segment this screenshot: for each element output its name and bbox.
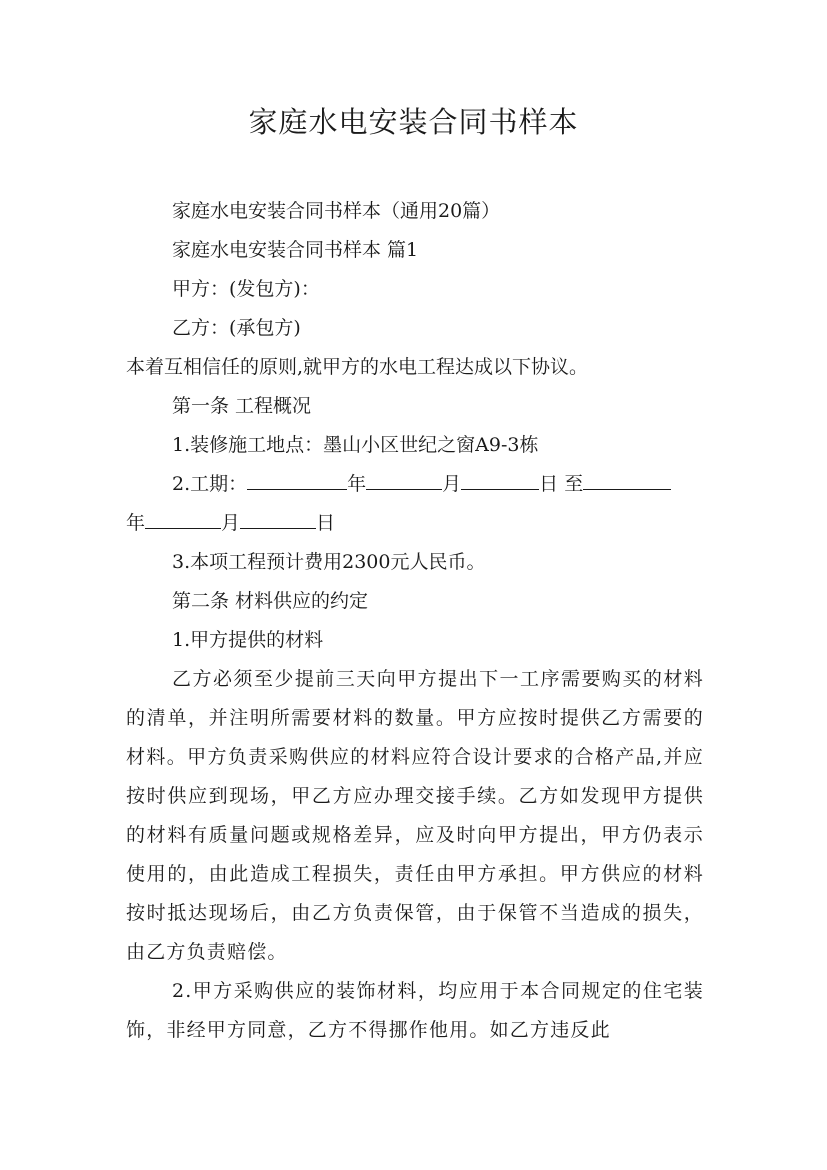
day-to-label: 日 至 — [539, 473, 584, 495]
period-line-2 — [126, 504, 704, 543]
party-b-line: 乙方：(承包方) — [172, 317, 301, 339]
year-label: 年 — [347, 473, 367, 495]
end-month-blank — [145, 506, 221, 529]
end-day-label: 日 — [316, 512, 336, 534]
paragraph: 2.甲方采购供应的装饰材料，均应用于本合同规定的住宅装饰，非经甲方同意，乙方不得挪作他用。如乙方违反此 — [126, 980, 704, 1041]
month-label: 月 — [442, 473, 462, 495]
end-month-label: 月 — [221, 512, 241, 534]
party-a-line: 甲方：(发包方)： — [172, 278, 320, 300]
document-title: 家庭水电安装合同书样本 — [248, 105, 579, 139]
subtitle-line: 家庭水电安装合同书样本（通用20篇） — [172, 200, 501, 222]
document-body — [126, 192, 704, 1050]
materials-heading: 1.甲方提供的材料 — [172, 629, 324, 651]
end-year-blank — [583, 467, 671, 490]
period-label: 2.工期： — [172, 473, 248, 495]
section-heading: 家庭水电安装合同书样本 篇1 — [172, 239, 419, 261]
end-year-label: 年 — [126, 512, 146, 534]
period-line — [126, 465, 704, 504]
paragraph: 乙方必须至少提前三天向甲方提出下一工序需要购买的材料的清单，并注明所需要材料的数量。甲方应按时提供乙方需要的材料。甲方负责采购供应的材料应符合设计要求的合格产品,并应按时供应到现场，甲乙方应办理交接手续。乙方如发现甲方提供的材料有质量问题或规格差异，应及时向甲方提出，甲方仍表示使用的，由此造成工程损失，责任由甲方承担。甲方供应的材料按时抵达现场后，由乙方负责保管，由于保管不当造成的损失，由乙方负责赔偿。 — [126, 668, 704, 963]
cost-line: 3.本项工程预计费用2300元人民币。 — [172, 551, 486, 573]
end-day-blank — [240, 506, 316, 529]
article-heading: 第一条 工程概况 — [172, 395, 312, 417]
day-blank — [461, 467, 539, 490]
intro-line: 本着互相信任的原则,就甲方的水电工程达成以下协议。 — [126, 356, 589, 378]
year-blank — [247, 467, 347, 490]
site-line: 1.装修施工地点：墨山小区世纪之窗A9-3栋 — [172, 434, 539, 456]
month-blank — [366, 467, 442, 490]
article-heading-2: 第二条 材料供应的约定 — [172, 590, 369, 612]
